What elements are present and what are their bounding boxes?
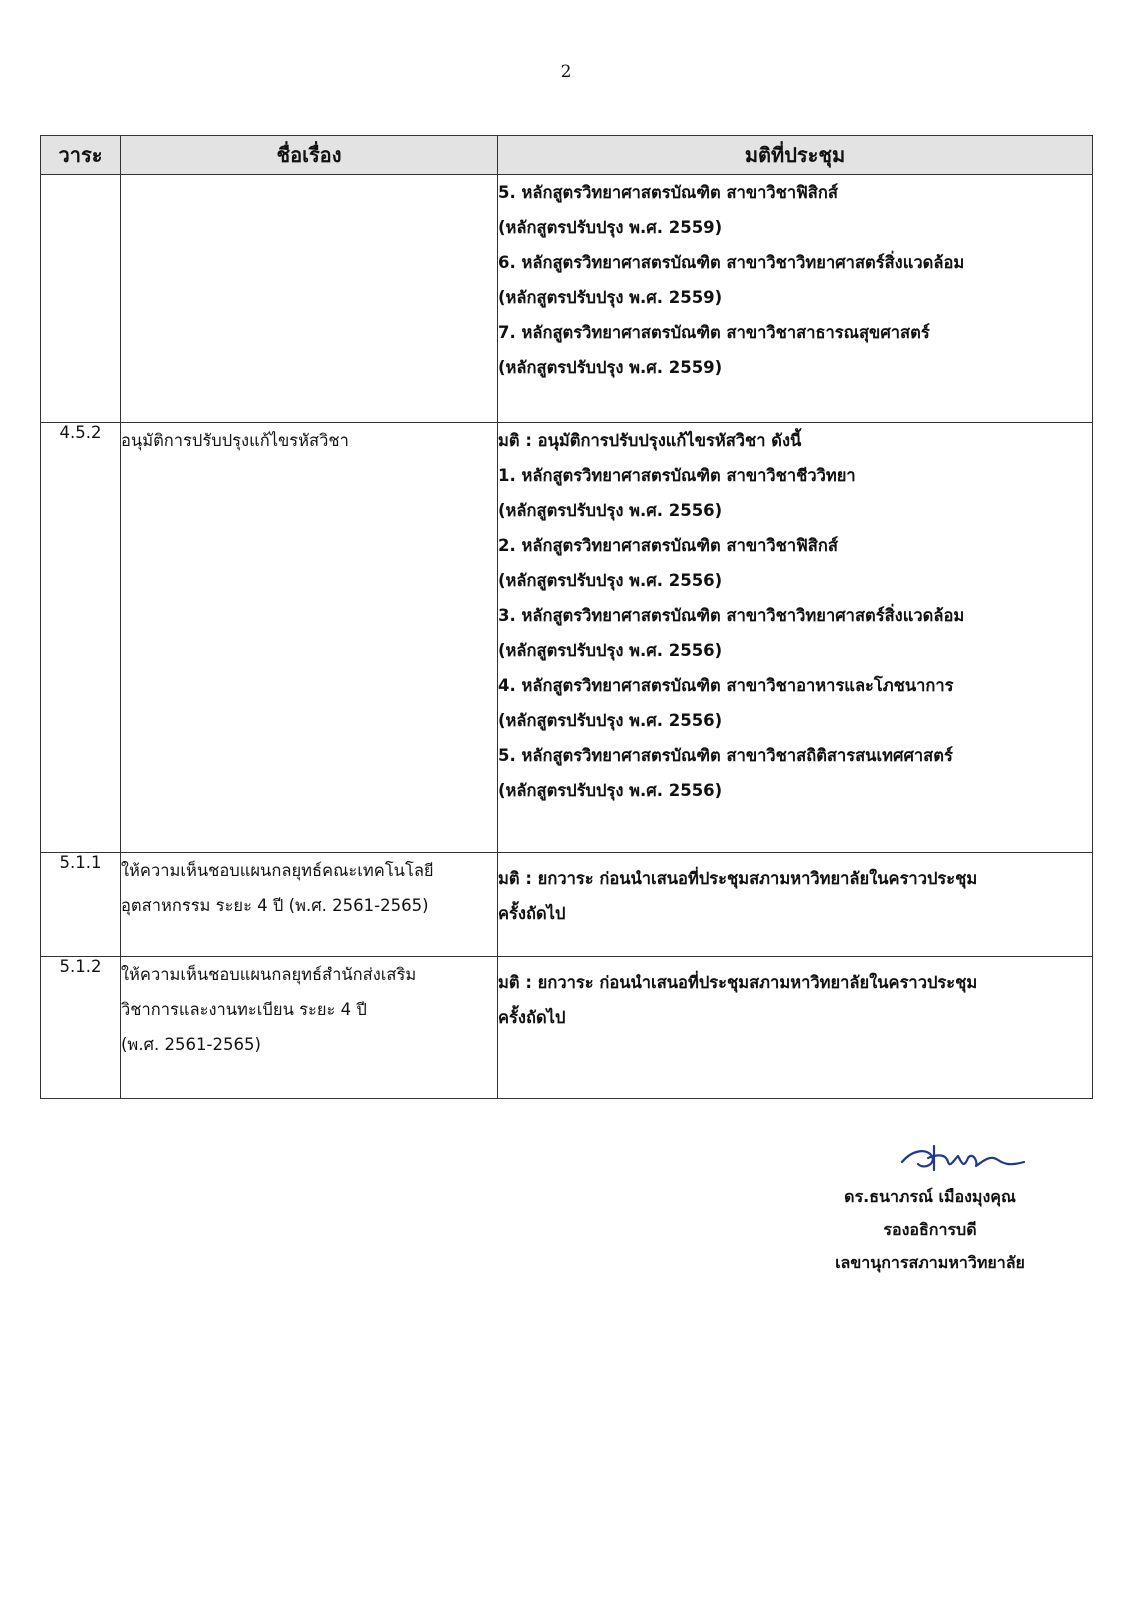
resolution-line: (หลักสูตรปรับปรุง พ.ศ. 2559) bbox=[498, 358, 723, 377]
subject-line: (พ.ศ. 2561-2565) bbox=[121, 1035, 261, 1054]
agenda-cell: 5.1.1 bbox=[41, 853, 121, 957]
resolution-line: ครั้งถัดไป bbox=[498, 904, 566, 923]
subject-cell bbox=[121, 957, 498, 1099]
resolution-line: มติ : ยกวาระ ก่อนนำเสนอที่ประชุมสภามหาวิทยาลัยในคราวประชุม bbox=[498, 973, 978, 992]
page-number: 2 bbox=[560, 62, 572, 82]
subject-cell bbox=[121, 853, 498, 957]
signatory-name: ดร.ธนาภรณ์ เมืองมุงคุณ bbox=[844, 1187, 1016, 1206]
resolution-line: ครั้งถัดไป bbox=[498, 1008, 566, 1027]
resolution-line: (หลักสูตรปรับปรุง พ.ศ. 2559) bbox=[498, 288, 723, 307]
signatory-position: รองอธิการบดี bbox=[883, 1220, 977, 1239]
subject-line: อุตสาหกรรม ระยะ 4 ปี (พ.ศ. 2561-2565) bbox=[121, 896, 429, 915]
resolution-line: (หลักสูตรปรับปรุง พ.ศ. 2556) bbox=[498, 711, 723, 730]
resolution-line: 3. หลักสูตรวิทยาศาสตรบัณฑิต สาขาวิชาวิทยาศาสตร์สิ่งแวดล้อม bbox=[498, 606, 965, 625]
resolution-line: 2. หลักสูตรวิทยาศาสตรบัณฑิต สาขาวิชาฟิสิกส์ bbox=[498, 536, 838, 555]
table-row bbox=[41, 175, 1093, 423]
table-row bbox=[41, 957, 1093, 1099]
table-row bbox=[41, 853, 1093, 957]
subject-line: ให้ความเห็นชอบแผนกลยุทธ์สำนักส่งเสริม bbox=[121, 965, 417, 984]
resolution-line: 1. หลักสูตรวิทยาศาสตรบัณฑิต สาขาวิชาชีววิทยา bbox=[498, 466, 856, 485]
subject-cell bbox=[121, 423, 498, 853]
handwritten-signature bbox=[898, 1140, 1028, 1176]
resolution-cell bbox=[498, 957, 1093, 1099]
resolution-cell bbox=[498, 853, 1093, 957]
resolution-cell bbox=[498, 175, 1093, 423]
header-agenda: วาระ bbox=[41, 136, 121, 175]
header-subject: ชื่อเรื่อง bbox=[121, 136, 498, 175]
resolution-line: 5. หลักสูตรวิทยาศาสตรบัณฑิต สาขาวิชาฟิสิกส์ bbox=[498, 183, 838, 202]
agenda-cell bbox=[41, 175, 121, 423]
resolution-line: (หลักสูตรปรับปรุง พ.ศ. 2556) bbox=[498, 571, 723, 590]
resolution-line: (หลักสูตรปรับปรุง พ.ศ. 2556) bbox=[498, 641, 723, 660]
signatory-role: เลขานุการสภามหาวิทยาลัย bbox=[835, 1253, 1025, 1272]
header-resolution: มติที่ประชุม bbox=[498, 136, 1093, 175]
agenda-cell: 4.5.2 bbox=[41, 423, 121, 853]
resolution-line: (หลักสูตรปรับปรุง พ.ศ. 2556) bbox=[498, 781, 723, 800]
subject-cell bbox=[121, 175, 498, 423]
signature-block bbox=[780, 1140, 1080, 1279]
resolution-line: 4. หลักสูตรวิทยาศาสตรบัณฑิต สาขาวิชาอาหารและโภชนาการ bbox=[498, 676, 954, 695]
resolution-cell bbox=[498, 423, 1093, 853]
resolution-line: (หลักสูตรปรับปรุง พ.ศ. 2556) bbox=[498, 501, 723, 520]
subject-line: วิชาการและงานทะเบียน ระยะ 4 ปี bbox=[121, 1000, 367, 1019]
minutes-table bbox=[40, 135, 1093, 1099]
table-header-row bbox=[41, 136, 1093, 175]
resolution-line: มติ : ยกวาระ ก่อนนำเสนอที่ประชุมสภามหาวิทยาลัยในคราวประชุม bbox=[498, 869, 978, 888]
resolution-line: มติ : อนุมัติการปรับปรุงแก้ไขรหัสวิชา ดังนี้ bbox=[498, 431, 802, 450]
resolution-line: (หลักสูตรปรับปรุง พ.ศ. 2559) bbox=[498, 218, 723, 237]
resolution-line: 7. หลักสูตรวิทยาศาสตรบัณฑิต สาขาวิชาสาธารณสุขศาสตร์ bbox=[498, 323, 930, 342]
subject-line: ให้ความเห็นชอบแผนกลยุทธ์คณะเทคโนโลยี bbox=[121, 861, 434, 880]
resolution-line: 5. หลักสูตรวิทยาศาสตรบัณฑิต สาขาวิชาสถิติสารสนเทศศาสตร์ bbox=[498, 746, 953, 765]
subject-line: อนุมัติการปรับปรุงแก้ไขรหัสวิชา bbox=[121, 431, 349, 450]
resolution-line: 6. หลักสูตรวิทยาศาสตรบัณฑิต สาขาวิชาวิทยาศาสตร์สิ่งแวดล้อม bbox=[498, 253, 965, 272]
agenda-cell: 5.1.2 bbox=[41, 957, 121, 1099]
table-row bbox=[41, 423, 1093, 853]
